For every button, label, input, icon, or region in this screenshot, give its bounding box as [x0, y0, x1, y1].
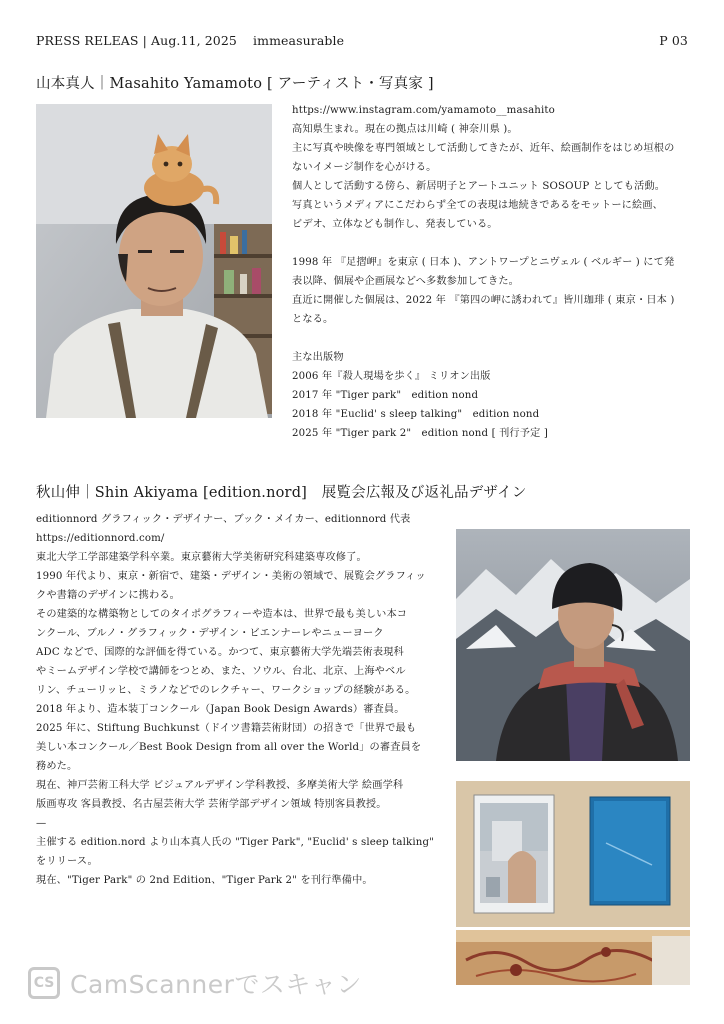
artist-bio	[292, 101, 675, 443]
designer-bio-line: 2025 年に、Stiftung Buchkunst（ドイツ書籍芸術財団）の招きで「世界で最も	[36, 723, 417, 734]
designer-bio-line: 務めた。	[36, 761, 78, 772]
designer-bio-line: をリリース。	[36, 856, 98, 867]
publication-item: 2017 年 "Tiger park" edition nond	[292, 390, 479, 401]
artist-photo	[36, 104, 272, 418]
publication-item: 2025 年 "Tiger park 2" edition nond [ 刊行予定 ]	[292, 428, 548, 439]
designer-bio-line: editionnord グラフィック・デザイナー、ブック・メイカー、editionnord 代表	[36, 514, 411, 525]
designer-bio-line: 美しい本コンクール／Best Book Design from all over the World」の審査員を	[36, 742, 422, 753]
paragraph-spacer	[292, 234, 675, 253]
publications-heading: 主な出版物	[292, 352, 344, 363]
designer-bio-line: 1990 年代より、東京・新宿で、建築・デザイン・美術の領域で、展覧会グラフィッ	[36, 571, 426, 582]
designer-bio-line: その建築的な構築物としてのタイポグラフィーや造本は、世界で最も美しい本コ	[36, 609, 408, 620]
publication-item: 2006 年『殺人現場を歩く』 ミリオン出版	[292, 371, 491, 382]
designer-bio-line: 版画専攻 客員教授、名古屋芸術大学 芸術学部デザイン領域 特別客員教授。	[36, 799, 387, 810]
designer-photo-illustration	[456, 529, 690, 761]
designer-bio-line: 東北大学工学部建築学科卒業。東京藝術大学美術研究科建築専攻修了。	[36, 552, 367, 563]
books-photo-illustration	[456, 781, 690, 927]
artist-bio-line: 表以降、個展や企画展などへ多数参加してきた。	[292, 276, 520, 287]
artist-bio-line: 1998 年 『足摺岬』を東京 ( 日本 )、アントワープとニヴェル ( ベルギー ) にて発	[292, 257, 675, 268]
artist-bio-line: ないイメージ制作を心がける。	[292, 162, 437, 173]
separator-dash: —	[36, 818, 47, 829]
brand-name: immeasurable	[253, 33, 345, 48]
artist-bio-line: ビデオ、立体なども制作し、発表している。	[292, 219, 498, 230]
page-number: P 03	[659, 33, 688, 48]
designer-website-link[interactable]: https://editionnord.com/	[36, 533, 165, 544]
designer-bio-line: リン、チューリッヒ、ミラノなどでのレクチャー、ワークショップの経験がある。	[36, 685, 416, 696]
artist-bio-line: となる。	[292, 314, 334, 325]
designer-photo	[456, 529, 690, 761]
artist-bio-line: 高知県生まれ。現在の拠点は川崎 ( 神奈川県 )。	[292, 124, 518, 135]
craft-photo	[456, 930, 690, 985]
artist-bio-line: 写真というメディアにこだわらず全ての表現は地続きであるをモットーに絵画、	[292, 200, 664, 211]
camscanner-logo: CS	[28, 967, 60, 999]
artist-bio-line: 直近に開催した個展は、2022 年 『第四の岬に誘われて』皆川珈琲 ( 東京・日本 )	[292, 295, 675, 306]
page-header	[36, 33, 688, 48]
designer-bio-line: 現在、神戸芸術工科大学 ビジュアルデザイン学科教授、多摩美術大学 絵画学科	[36, 780, 404, 791]
designer-bio-line: ンクール、ブルノ・グラフィック・デザイン・ビエンナーレやニューヨーク	[36, 628, 384, 639]
designer-bio	[36, 510, 434, 890]
press-release-title: PRESS RELEAS | Aug.11, 2025	[36, 33, 237, 48]
designer-bio-line: ADC などで、国際的な評価を得ている。かつて、東京藝術大学先端芸術表現科	[36, 647, 404, 658]
designer-heading: 秋山伸｜Shin Akiyama [edition.nord] 展覧会広報及び返礼品デザイン	[36, 485, 527, 501]
designer-bio-line: 主催する edition.nord より山本真人氏の "Tiger Park", "Euclid' s sleep talking"	[36, 837, 434, 848]
camscanner-text: CamScannerでスキャン	[70, 970, 362, 999]
camscanner-watermark	[28, 966, 362, 1000]
publication-item: 2018 年 "Euclid' s sleep talking" edition nond	[292, 409, 540, 420]
craft-photo-illustration	[456, 930, 690, 985]
artist-bio-line: 主に写真や映像を専門領域として活動してきたが、近年、絵画制作をはじめ垣根の	[292, 143, 675, 154]
books-photo	[456, 781, 690, 927]
designer-bio-line: 現在、"Tiger Park" の 2nd Edition、"Tiger Park 2" を刊行準備中。	[36, 875, 373, 886]
artist-heading: 山本真人｜Masahito Yamamoto [ アーティスト・写真家 ]	[36, 76, 434, 92]
artist-bio-line: 個人として活動する傍ら、新居明子とアートユニット SOSOUP としても活動。	[292, 181, 666, 192]
artist-photo-illustration	[36, 104, 272, 418]
designer-bio-line: やミームデザイン学校で講師をつとめ、また、ソウル、台北、北京、上海やベル	[36, 666, 406, 677]
designer-bio-line: クや書籍のデザインに携わる。	[36, 590, 181, 601]
artist-instagram-link[interactable]: https://www.instagram.com/yamamoto__masahito	[292, 105, 555, 116]
designer-bio-line: 2018 年より、造本装丁コンクール（Japan Book Design Awards）審査員。	[36, 704, 405, 715]
paragraph-spacer	[292, 329, 675, 348]
